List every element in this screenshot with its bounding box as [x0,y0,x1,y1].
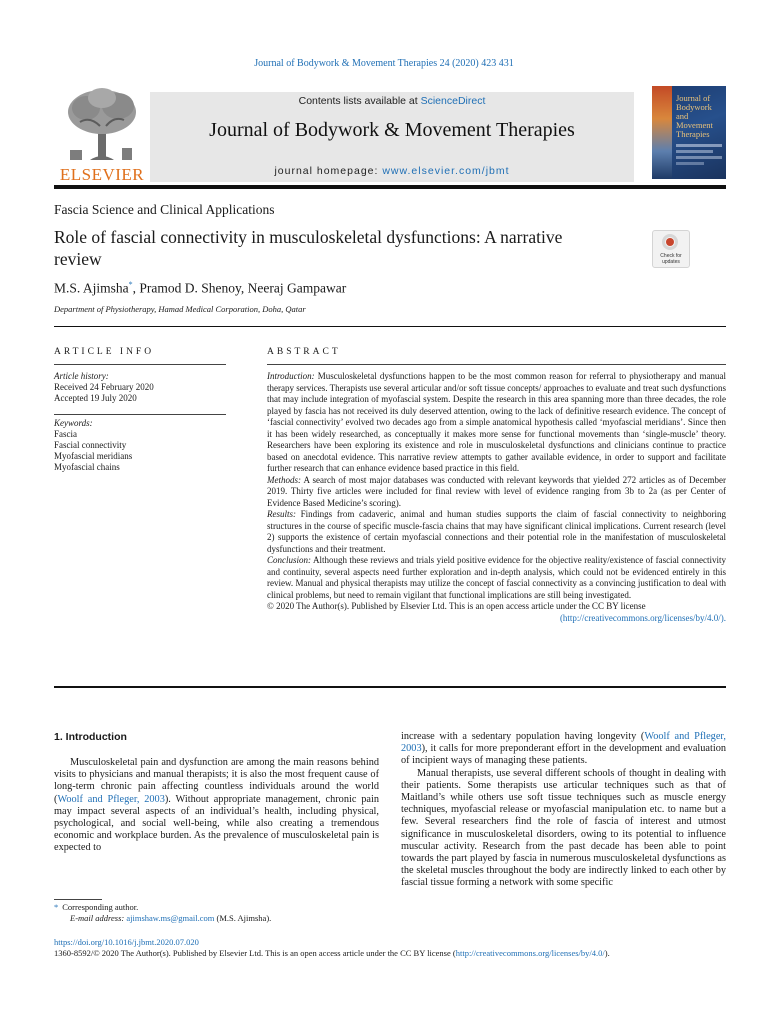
affiliation: Department of Physiotherapy, Hamad Medical Corporation, Doha, Qatar [54,304,306,314]
cover-fine-print [676,144,722,165]
abstract-results-text: Findings from cadaveric, animal and human studies supports the claim of fascial connectivity to neighboring structures in the course of specific muscle-fascia chains that may have significant clinical implications. Current research (level 2) supports the existence of certain myofascial connections and their potential role in the manifestation of musculoskeletal dysfunctions and their treatment. [267,509,726,554]
check-for-updates-button[interactable] [652,230,690,268]
contents-line [150,95,634,107]
body-paragraph [54,757,379,855]
author-others: , Pramod D. Shenoy, Neeraj Gampawar [132,280,347,296]
keyword-item: Myofascial chains [54,462,120,472]
article-history [54,371,226,404]
cover-title: Journal of Bodywork and Movement Therapies [676,93,713,139]
abstract-conclusion-label: Conclusion: [267,555,311,565]
copyright-line [54,948,610,958]
history-label: Article history: [54,371,109,381]
journal-citation-link[interactable]: Journal of Bodywork & Movement Therapies 24 (2020) 423 431 [254,58,514,69]
footnote-marker: * [54,902,59,912]
sciencedirect-link[interactable]: ScienceDirect [420,95,486,107]
license-link[interactable]: (http://creativecommons.org/licenses/by/4.0/). [559,612,726,623]
elsevier-logo[interactable] [54,86,150,182]
article-info-heading: ARTICLE INFO [54,347,155,357]
corresponding-author-marker[interactable]: * [128,280,133,289]
cover-art-stripe [652,86,672,179]
reference-link[interactable]: Woolf and Pfleger, 2003 [57,793,165,805]
title-divider [54,326,726,327]
footnote [54,902,384,924]
body-text-segment: ). Without appropriate management, chronic pain may impact several aspects of an individual’s health, including physical, psychological, and social well-being, while also creating a tremendous economic and workplace burden. As the prevalence of musculoskeletal pain is expected to [54,793,379,854]
abstract-divider [54,686,726,688]
abstract-results [267,509,726,555]
abstract-conclusion [267,555,726,601]
body-paragraph [401,731,726,768]
journal-homepage-link[interactable]: www.elsevier.com/jbmt [382,165,510,177]
article-title: Role of fascial connectivity in musculoskeletal dysfunctions: A narrative review [54,227,563,269]
homepage-line [150,165,634,177]
accepted-date: Accepted 19 July 2020 [54,393,137,403]
keywords-block [54,418,226,473]
email-label: E-mail address: [70,913,125,923]
journal-masthead [150,92,634,182]
keywords-rule [54,414,226,415]
body-text-segment: ), it calls for more preponderant effort in the development and evaluation of incipient ways of managing these patients. [401,743,726,767]
abstract-rule [267,364,726,365]
footnote-rule [54,899,102,900]
check-updates-dot-icon [666,238,674,246]
abstract-introduction [267,371,726,475]
journal-header [54,86,726,186]
section-label: Fascia Science and Clinical Applications [54,202,275,217]
keyword-item: Myofascial meridians [54,451,133,461]
introduction-heading: 1. Introduction [54,731,127,743]
copyright-suffix: ). [604,948,610,958]
abstract-intro-label: Introduction: [267,371,315,381]
reference-link[interactable]: Woolf and Pfleger, 2003 [401,731,726,755]
author-list [54,280,346,297]
elsevier-wordmark: ELSEVIER [59,165,145,184]
contents-prefix: Contents lists available at [298,95,421,107]
body-paragraph: Manual therapists, use several different schools of thought in dealing with their patients. Some therapists use articular techniques such as that of Maitland’s while others use soft tissue techniques such as muscle energy techniques, myofascial release or myofascial manipulation etc. to name but a few. Several researchers find the role of fascia of interest and utmost significance in musculoskeletal disorders, owing to its potential to influence muscular activity. Research from the past decade has been able to point towards the part played by fascia in numerous musculoskeletal dysfunctions as the skeletal muscles throughout the body are indirectly linked to each other by fascial tissue forming a network with some specific [401,767,726,889]
body-text-segment: increase with a sedentary population having longevity ( [401,731,645,742]
abstract-conclusion-text: Although these reviews and trials yield positive evidence for the objective reality/existence of fascial connectivity and continuity, several aspects need further exploration and in-depth analysis, which could not be evidenced entirely in this review. Manual and physical therapists may utilize the concept of fascial connectivity as a convincing justification to deal with clinical problems, but need to remain vigilant that functional implications are still being investigated. [267,555,726,600]
author-first: M.S. Ajimsha [54,280,129,296]
body-column-left [54,757,379,855]
elsevier-tree-icon [60,86,144,164]
corresponding-label: Corresponding author. [62,902,139,912]
email-suffix: (M.S. Ajimsha). [214,913,272,923]
copyright-license-link[interactable]: http://creativecommons.org/licenses/by/4.0/ [455,948,605,958]
abstract-methods-label: Methods: [267,474,301,485]
article-info-rule [54,364,226,365]
received-date: Received 24 February 2020 [54,382,154,392]
check-updates-label: Check for updates [660,253,682,265]
keywords-label: Keywords: [54,418,93,428]
abstract-body [267,371,726,624]
email-line [54,913,384,924]
body-column-right [401,731,726,890]
doi-link[interactable]: https://doi.org/10.1016/j.jbmt.2020.07.020 [54,937,199,947]
journal-cover-thumbnail[interactable] [652,86,726,179]
abstract-license: © 2020 The Author(s). Published by Elsevier Ltd. This is an open access article under the CC BY license [267,601,646,611]
body-text-segment: Musculoskeletal pain and dysfunction are among the main reasons behind visits to physicians and manual therapists; it is also the most frequent cause of long-term chronic pain affecting countless individuals around the world ( [54,757,379,805]
corresponding-author-note [54,902,384,913]
header-divider [54,185,726,189]
abstract-intro-text: Musculoskeletal dysfunctions happen to be the most common reason for referral to physiotherapy and manual therapy services. Therapists use several articular and/or soft tissue concepts/ approaches to evaluate and treat such dysfunctions that may include integration of myofascial system. Despite the research in this area spanning more than three decades, the role played by fascia has not received its duly deserved attention, owing to the lack of definitive research evidence. The concept of ‘fascial connectivity’ evolved two decades ago from a simple anatomical hypothesis called ‘myofascial meridians’. Since then it has been widely researched, as conceptually it makes more sense for functional movements than ‘single-muscle’ theory. Researchers have been exploring its existence and role in musculoskeletal dysfunctions and clinicians continue to practice based on anecdotal evidence. This narrative review attempts to gather available evidence, in order to support and facilitate further research that can enhance evidence based practice in this field. [267,371,726,473]
homepage-prefix: journal homepage: [274,165,383,177]
copyright-text: 1360-8592/© 2020 The Author(s). Published by Elsevier Ltd. This is an open access article under the CC BY license ( [54,948,456,958]
abstract-methods-text: A search of most major databases was conducted with relevant keywords that yielded 272 articles as of December 2019. Thirty five articles were included for final review with level of evidence ranging from 3b to 2a (as per Center of Evidence Based Medicine’s scoring). [267,474,726,508]
keyword-item: Fascial connectivity [54,440,127,450]
journal-title: Journal of Bodywork & Movement Therapies [209,119,575,141]
email-link[interactable]: ajimshaw.ms@gmail.com [126,913,215,923]
keyword-item: Fascia [54,429,77,439]
abstract-heading: ABSTRACT [267,347,341,357]
abstract-methods [267,475,726,510]
abstract-results-label: Results: [267,509,296,519]
